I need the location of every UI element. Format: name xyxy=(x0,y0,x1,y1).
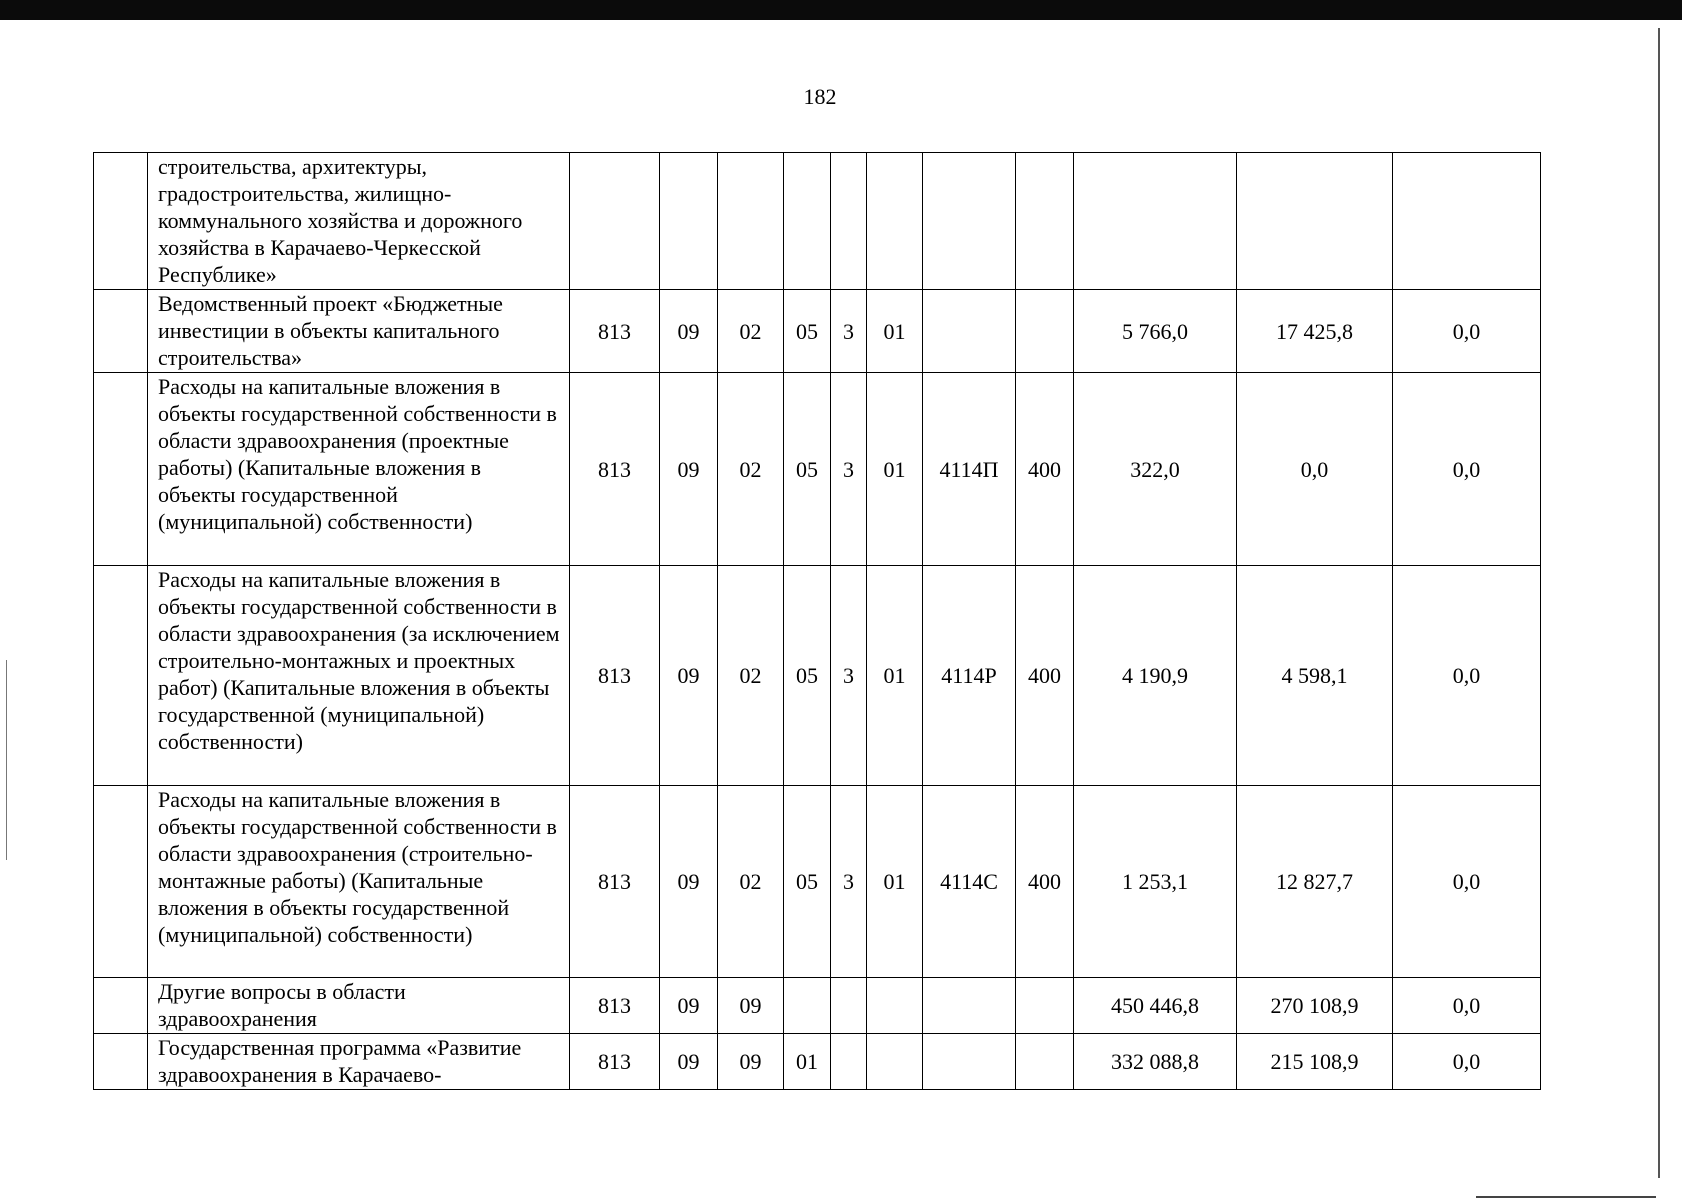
page-number: 182 xyxy=(803,84,837,109)
target-article-direction-cell xyxy=(923,153,1016,290)
target-article-direction-cell: 4114Р xyxy=(923,566,1016,786)
ved-code-cell: 813 xyxy=(570,786,660,978)
section-code-cell: 09 xyxy=(660,566,718,786)
ved-code-cell xyxy=(570,153,660,290)
amount-year2-cell: 4 598,1 xyxy=(1237,566,1393,786)
target-article-direction-cell xyxy=(923,1034,1016,1090)
target-article-type-cell: 3 xyxy=(831,786,867,978)
amount-year3-cell: 0,0 xyxy=(1393,786,1541,978)
index-cell xyxy=(94,1034,148,1090)
budget-table xyxy=(93,152,1541,1090)
amount-year3-cell xyxy=(1393,153,1541,290)
target-article-element-cell: 01 xyxy=(867,373,923,566)
target-article-direction-cell xyxy=(923,290,1016,373)
item-name-cell: Расходы на капитальные вложения в объекты государственной собственности в области здравоохранения (строительно-монтажные работы) (Капитальные вложения в объекты государственной (муниципальной) собственности) xyxy=(148,786,570,978)
target-article-type-cell: 3 xyxy=(831,373,867,566)
amount-year2-cell: 270 108,9 xyxy=(1237,978,1393,1034)
table-row xyxy=(94,373,1541,566)
table-row xyxy=(94,786,1541,978)
target-article-element-cell: 01 xyxy=(867,566,923,786)
expense-type-cell xyxy=(1016,978,1074,1034)
item-name-cell: Государственная программа «Развитие здравоохранения в Карачаево- xyxy=(148,1034,570,1090)
index-cell xyxy=(94,153,148,290)
amount-year2-cell: 215 108,9 xyxy=(1237,1034,1393,1090)
expense-type-cell xyxy=(1016,290,1074,373)
table-row xyxy=(94,566,1541,786)
ved-code-cell: 813 xyxy=(570,290,660,373)
target-article-program-cell: 05 xyxy=(784,786,831,978)
target-article-program-cell: 05 xyxy=(784,373,831,566)
target-article-element-cell xyxy=(867,978,923,1034)
section-code-cell: 09 xyxy=(660,373,718,566)
subsection-code-cell: 02 xyxy=(718,290,784,373)
table-row xyxy=(94,978,1541,1034)
target-article-program-cell: 01 xyxy=(784,1034,831,1090)
item-name-cell: строительства, архитектуры, градостроительства, жилищно-коммунального хозяйства и дорожного хозяйства в Карачаево-Черкесской Республике» xyxy=(148,153,570,290)
expense-type-cell: 400 xyxy=(1016,786,1074,978)
index-cell xyxy=(94,786,148,978)
subsection-code-cell: 02 xyxy=(718,566,784,786)
subsection-code-cell: 09 xyxy=(718,1034,784,1090)
index-cell xyxy=(94,566,148,786)
target-article-element-cell: 01 xyxy=(867,786,923,978)
ved-code-cell: 813 xyxy=(570,373,660,566)
index-cell xyxy=(94,978,148,1034)
item-name-cell: Расходы на капитальные вложения в объекты государственной собственности в области здравоохранения (проектные работы) (Капитальные вложения в объекты государственной (муниципальной) собственности) xyxy=(148,373,570,566)
ved-code-cell: 813 xyxy=(570,566,660,786)
target-article-program-cell xyxy=(784,153,831,290)
amount-year1-cell: 4 190,9 xyxy=(1074,566,1237,786)
table-row xyxy=(94,1034,1541,1090)
table-row xyxy=(94,153,1541,290)
target-article-element-cell xyxy=(867,153,923,290)
subsection-code-cell: 02 xyxy=(718,786,784,978)
index-cell xyxy=(94,373,148,566)
target-article-element-cell xyxy=(867,1034,923,1090)
section-code-cell: 09 xyxy=(660,290,718,373)
expense-type-cell: 400 xyxy=(1016,373,1074,566)
target-article-type-cell xyxy=(831,978,867,1034)
target-article-program-cell xyxy=(784,978,831,1034)
left-edge-scan-mark xyxy=(6,660,7,860)
target-article-direction-cell: 4114С xyxy=(923,786,1016,978)
section-code-cell: 09 xyxy=(660,978,718,1034)
target-article-type-cell: 3 xyxy=(831,290,867,373)
amount-year3-cell: 0,0 xyxy=(1393,1034,1541,1090)
target-article-direction-cell: 4114П xyxy=(923,373,1016,566)
amount-year3-cell: 0,0 xyxy=(1393,978,1541,1034)
amount-year1-cell: 322,0 xyxy=(1074,373,1237,566)
item-name-cell: Расходы на капитальные вложения в объекты государственной собственности в области здравоохранения (за исключением строительно-монтажных и проектных работ) (Капитальные вложения в объекты государственной (муниципальной) собственности) xyxy=(148,566,570,786)
target-article-program-cell: 05 xyxy=(784,290,831,373)
amount-year1-cell: 450 446,8 xyxy=(1074,978,1237,1034)
item-name-cell: Другие вопросы в области здравоохранения xyxy=(148,978,570,1034)
subsection-code-cell: 09 xyxy=(718,978,784,1034)
top-scan-border xyxy=(0,0,1682,20)
item-name-cell: Ведомственный проект «Бюджетные инвестиции в объекты капитального строительства» xyxy=(148,290,570,373)
expense-type-cell xyxy=(1016,153,1074,290)
section-code-cell: 09 xyxy=(660,1034,718,1090)
target-article-type-cell xyxy=(831,1034,867,1090)
subsection-code-cell: 02 xyxy=(718,373,784,566)
right-edge-scan-mark xyxy=(1658,28,1660,1178)
target-article-type-cell: 3 xyxy=(831,566,867,786)
amount-year2-cell: 17 425,8 xyxy=(1237,290,1393,373)
subsection-code-cell xyxy=(718,153,784,290)
amount-year1-cell xyxy=(1074,153,1237,290)
amount-year3-cell: 0,0 xyxy=(1393,373,1541,566)
target-article-program-cell: 05 xyxy=(784,566,831,786)
ved-code-cell: 813 xyxy=(570,978,660,1034)
bottom-right-scan-mark xyxy=(1476,1196,1656,1198)
section-code-cell: 09 xyxy=(660,786,718,978)
amount-year1-cell: 1 253,1 xyxy=(1074,786,1237,978)
amount-year3-cell: 0,0 xyxy=(1393,290,1541,373)
expense-type-cell xyxy=(1016,1034,1074,1090)
amount-year1-cell: 5 766,0 xyxy=(1074,290,1237,373)
index-cell xyxy=(94,290,148,373)
section-code-cell xyxy=(660,153,718,290)
amount-year3-cell: 0,0 xyxy=(1393,566,1541,786)
table-row xyxy=(94,290,1541,373)
amount-year2-cell: 0,0 xyxy=(1237,373,1393,566)
expense-type-cell: 400 xyxy=(1016,566,1074,786)
target-article-element-cell: 01 xyxy=(867,290,923,373)
target-article-direction-cell xyxy=(923,978,1016,1034)
target-article-type-cell xyxy=(831,153,867,290)
ved-code-cell: 813 xyxy=(570,1034,660,1090)
amount-year2-cell xyxy=(1237,153,1393,290)
amount-year2-cell: 12 827,7 xyxy=(1237,786,1393,978)
amount-year1-cell: 332 088,8 xyxy=(1074,1034,1237,1090)
